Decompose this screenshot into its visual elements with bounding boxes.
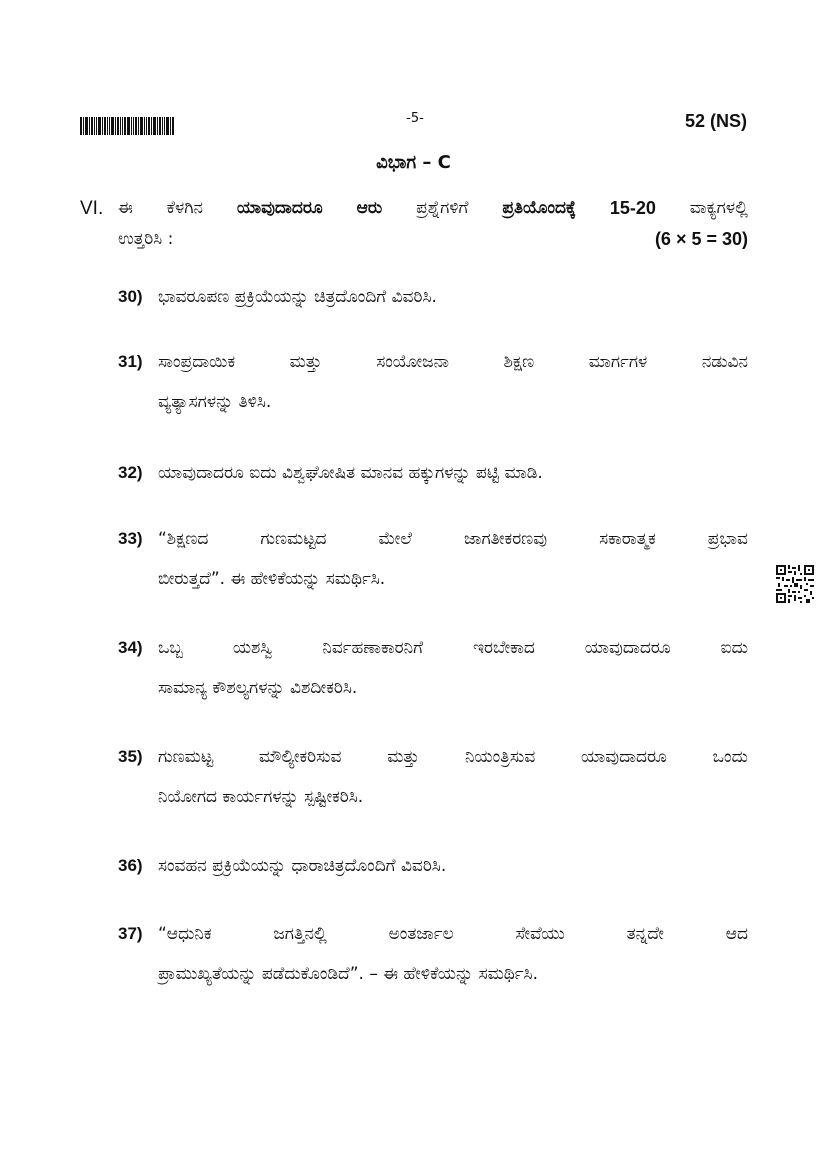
- question-word: ಮಾರ್ಗಗಳ: [588, 352, 648, 372]
- question-item: [118, 914, 748, 994]
- question-word: ಮತ್ತು: [289, 352, 322, 372]
- question-word: ನಿಯಂತ್ರಿಸುವ: [464, 747, 536, 767]
- question-word: ಗುಣಮಟ್ಟದ: [260, 529, 327, 549]
- instruction-answer-label: ಉತ್ತರಿಸಿ :: [118, 229, 174, 249]
- question-word: ಅಂತರ್ಜಾಲ: [388, 924, 454, 944]
- question-word: ನಿರ್ವಹಣಾಕಾರನಿಗೆ: [322, 638, 423, 658]
- paper-code: 52 (NS): [684, 111, 747, 131]
- question-item: [118, 277, 748, 317]
- question-word: ಐದು: [720, 638, 748, 658]
- question-text-line-2: ಬೀರುತ್ತದೆ”. ಈ ಹೇಳಿಕೆಯನ್ನು ಸಮರ್ಥಿಸಿ.: [158, 569, 386, 589]
- question-text: ಯಾವುದಾದರೂ ಐದು ವಿಶ್ವಘೋಷಿತ ಮಾನವ ಹಕ್ಕುಗಳನ್ನು ಪಟ್ಟಿ ಮಾಡಿ.: [158, 463, 543, 483]
- instruction-word: ವಾಕ್ಯಗಳಲ್ಲಿ: [689, 198, 748, 218]
- question-number: 37): [118, 924, 143, 943]
- barcode: [80, 117, 190, 135]
- question-number: 30): [118, 287, 143, 306]
- question-item: [118, 342, 748, 422]
- question-word: ಜಗತ್ತಿನಲ್ಲಿ: [273, 924, 327, 944]
- instruction-word: ಪ್ರಶ್ನೆಗಳಿಗೆ: [416, 198, 469, 218]
- question-word: ಮೌಲ್ಯೀಕರಿಸುವ: [258, 747, 342, 767]
- question-word: ಸಂಯೋಜನಾ: [376, 352, 450, 372]
- question-word: ಮೇಲೆ: [378, 529, 412, 549]
- question-number: 36): [118, 856, 143, 875]
- instruction-word-bold: ಆರು: [356, 198, 383, 218]
- question-text-line-2: ಸಾಮಾನ್ಯ ಕೌಶಲ್ಯಗಳನ್ನು ವಿಶದೀಕರಿಸಿ.: [158, 678, 358, 698]
- question-word: ಒಬ್ಬ: [158, 638, 183, 658]
- question-word: ಆದ: [725, 924, 748, 944]
- question-number: 32): [118, 463, 143, 482]
- instruction-line-2: [118, 229, 748, 250]
- instruction-word: ಈ: [118, 198, 133, 218]
- question-word: ಒಂದು: [712, 747, 748, 767]
- section-title: ವಿಭಾಗ – C: [376, 152, 451, 173]
- page-number: -5-: [406, 111, 424, 126]
- question-number: 35): [118, 747, 143, 766]
- question-word: ಇರಬೇಕಾದ: [472, 638, 535, 658]
- instruction-number: VI.: [80, 198, 104, 219]
- question-text: ಭಾವರೂಪಣ ಪ್ರಕ್ರಿಯೆಯನ್ನು ಚಿತ್ರದೊಂದಿಗೆ ವಿವರಿಸಿ.: [158, 287, 437, 307]
- question-word: ಜಾಗತೀಕರಣವು: [464, 529, 548, 549]
- question-text-line-1: [158, 342, 748, 382]
- question-word: ಯಾವುದಾದರೂ: [584, 638, 671, 658]
- question-text-line-2: ಪ್ರಾಮುಖ್ಯತೆಯನ್ನು ಪಡೆದುಕೊಂಡಿದೆ”. – ಈ ಹೇಳಿಕೆಯನ್ನು ಸಮರ್ಥಿಸಿ.: [158, 964, 538, 984]
- instruction-line-1: [118, 198, 748, 219]
- instruction-word-bold: ಪ್ರತಿಯೊಂದಕ್ಕೆ: [502, 198, 576, 218]
- question-text-line-2: ನಿಯೋಗದ ಕಾರ್ಯಗಳನ್ನು ಸ್ಪಷ್ಟೀಕರಿಸಿ.: [158, 787, 364, 807]
- question-text-line-1: [158, 914, 748, 954]
- instruction-word: ಕೆಳಗಿನ: [166, 198, 203, 218]
- question-text: ಸಂವಹನ ಪ್ರಕ್ರಿಯೆಯನ್ನು ಧಾರಾಚಿತ್ರದೊಂದಿಗೆ ವಿವರಿಸಿ.: [158, 856, 447, 876]
- qr-code: [776, 565, 814, 603]
- question-word: ನಡುವಿನ: [701, 352, 748, 372]
- marks-allocation: (6 × 5 = 30): [654, 229, 748, 249]
- question-word: “ಶಿಕ್ಷಣದ: [158, 529, 209, 549]
- question-word: ಸೇವೆಯು: [515, 924, 565, 944]
- question-item: [118, 453, 748, 493]
- question-item: [118, 846, 748, 886]
- question-word: ಯಶಸ್ವಿ: [232, 638, 273, 658]
- question-text-line-2: ವ್ಯತ್ಯಾಸಗಳನ್ನು ತಿಳಿಸಿ.: [158, 392, 272, 412]
- question-number: 31): [118, 352, 143, 371]
- question-text-line-1: [158, 737, 748, 777]
- question-item: [118, 519, 748, 599]
- question-word: ಸಾಂಪ್ರದಾಯಿಕ: [158, 352, 236, 372]
- question-word: ಮತ್ತು: [387, 747, 420, 767]
- question-word: ತನ್ನದೇ: [626, 924, 664, 944]
- question-word: ಶಿಕ್ಷಣ: [503, 352, 535, 372]
- instruction-word-bold: 15-20: [609, 198, 656, 218]
- question-word: ಗುಣಮಟ್ಟ: [158, 747, 214, 767]
- question-item: [118, 737, 748, 817]
- question-number: 34): [118, 638, 143, 657]
- question-word: “ಆಧುನಿಕ: [158, 924, 212, 944]
- question-text-line-1: [158, 628, 748, 668]
- question-word: ಯಾವುದಾದರೂ: [581, 747, 667, 767]
- instruction-word-bold: ಯಾವುದಾದರೂ: [236, 198, 323, 218]
- question-word: ಪ್ರಭಾವ: [707, 529, 748, 549]
- question-item: [118, 628, 748, 708]
- question-text-line-1: [158, 519, 748, 559]
- question-word: ಸಕಾರಾತ್ಮಕ: [599, 529, 656, 549]
- question-number: 33): [118, 529, 143, 548]
